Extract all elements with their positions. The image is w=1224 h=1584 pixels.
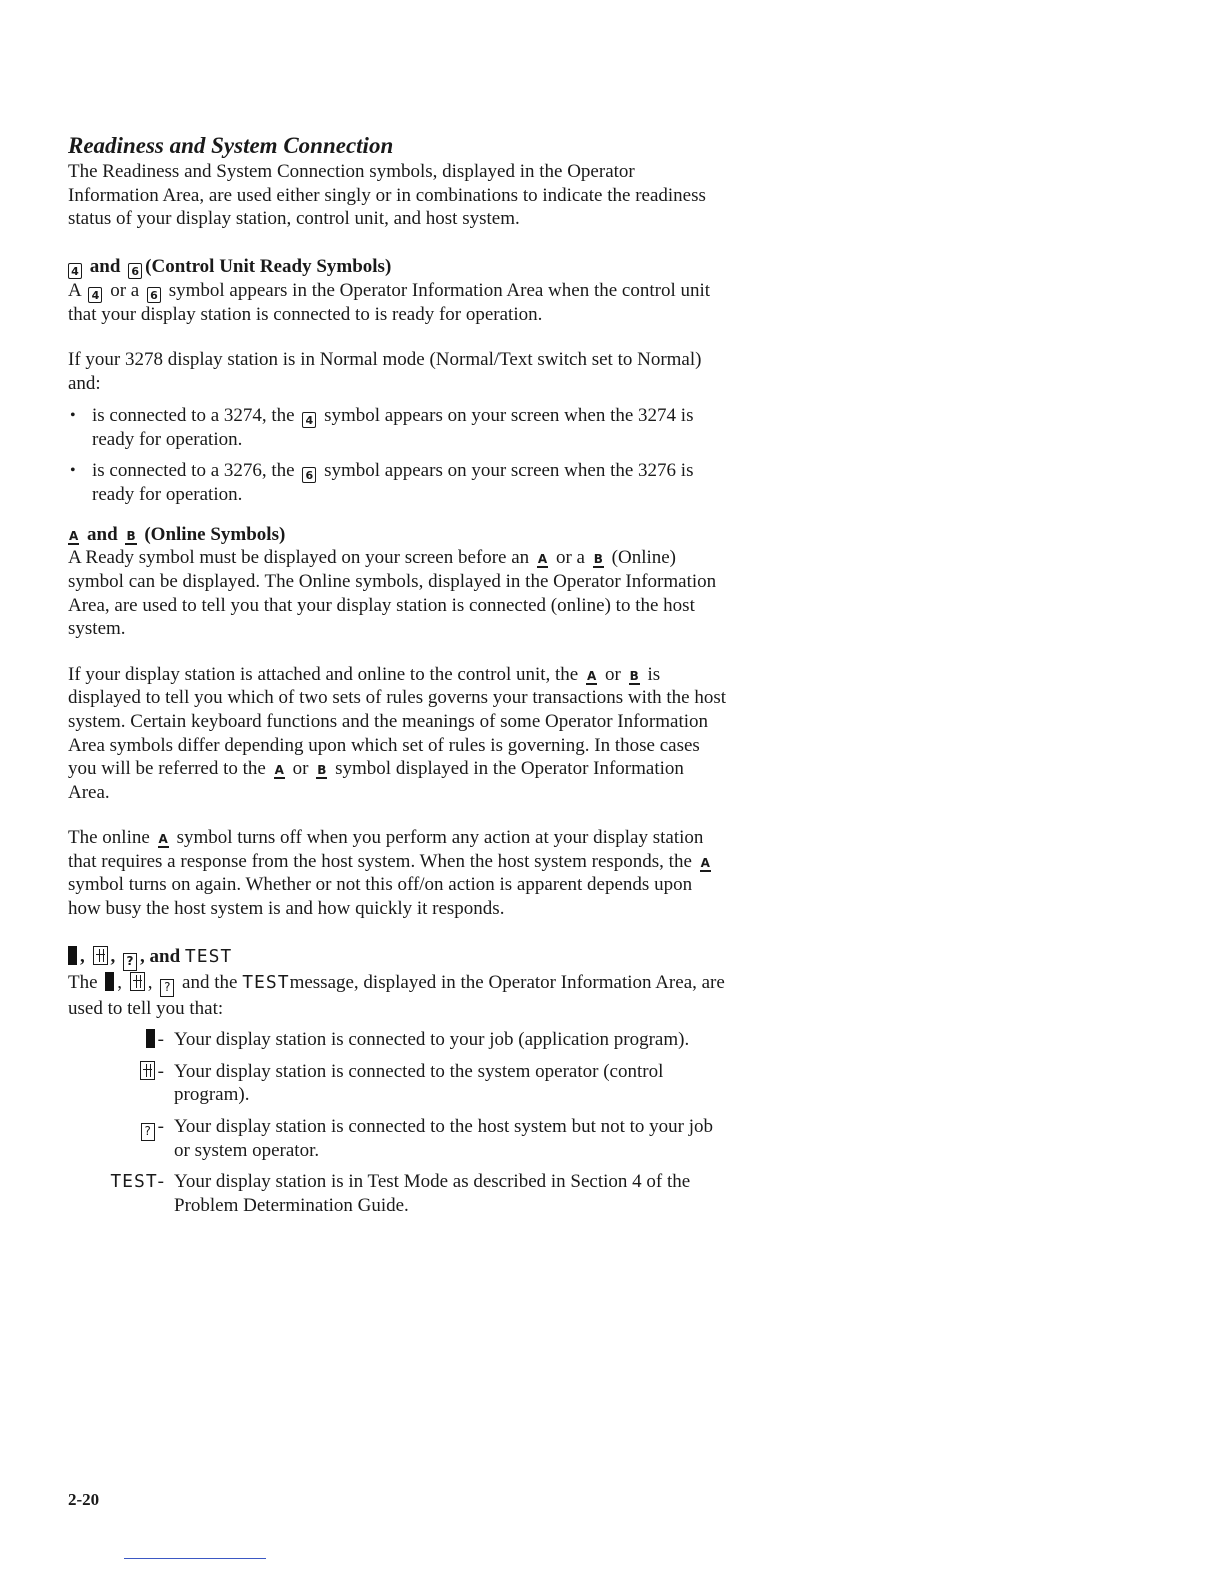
list-item: TEST- Your display station is in Test Mode as described in Section 4 of the Problem Determination Guide. xyxy=(110,1171,691,1216)
page-number: 2-20 xyxy=(68,1490,100,1509)
ready-6-icon: 6 xyxy=(128,263,142,279)
ready-6-icon: 6 xyxy=(147,287,161,303)
online-a-icon: A xyxy=(587,668,597,683)
connection-definitions xyxy=(68,1028,728,1217)
unowned-question-icon: ? xyxy=(141,1123,155,1141)
system-operator-icon xyxy=(140,1061,155,1080)
online-b-icon: B xyxy=(126,528,136,543)
ready-paragraph-2: If your 3278 display station is in Normal mode (Normal/Text switch set to Normal) and: xyxy=(68,349,702,394)
online-b-icon: B xyxy=(629,668,639,683)
ready-6-icon: 6 xyxy=(302,467,316,483)
ready-4-icon: 4 xyxy=(68,263,82,279)
online-paragraph-2: If your display station is attached and online to the control unit, the A or B is displayed to tell you which of two sets of rules governs your transactions with the host system. Certain keyboard functions and the meanings of some Operator Information Area symbols differ depending upon which set of rules is governing. In those cases you will be referred to the A or B symbol displayed in the Operator Information Area. xyxy=(68,663,727,803)
unowned-question-icon: ? xyxy=(160,979,174,997)
online-a-icon: A xyxy=(274,763,284,778)
test-label: TEST xyxy=(242,971,290,993)
bullet-icon: • xyxy=(70,462,76,480)
ready-4-icon: 4 xyxy=(88,287,102,303)
my-job-icon xyxy=(105,972,114,991)
system-operator-icon xyxy=(93,946,108,965)
online-a-icon: A xyxy=(537,552,548,567)
online-paragraph-3: The online A symbol turns off when you perform any action at your display station that requires a response from the host system. When the host system responds, the A symbol turns on again. Whether or not this off/on action is apparent depends upon how busy the host system is and how quickly it responds. xyxy=(68,827,710,920)
page-body xyxy=(68,132,728,1225)
footer-rule xyxy=(124,1558,266,1559)
ready-paragraph-1: A 4 or a 6 symbol appears in the Operator Information Area when the control unit that your display station is connected to is ready for operation. xyxy=(68,279,711,325)
list-item: - Your display station is connected to your job (application program). xyxy=(68,1028,728,1052)
online-paragraph-1: A Ready symbol must be displayed on your screen before an A or a B (Online) symbol can be displayed. The Online symbols, displayed in the Operator Information Area, are used to tell you that your display station is connected (online) to the host system. xyxy=(68,547,717,640)
system-operator-icon xyxy=(130,972,145,991)
online-heading: A and B (Online Symbols) xyxy=(69,523,286,545)
online-b-icon: B xyxy=(593,552,603,567)
online-a-icon: A xyxy=(700,855,710,870)
ready-bullet-list xyxy=(68,404,728,507)
online-b-icon: B xyxy=(317,763,327,778)
online-a-icon: A xyxy=(69,528,79,543)
list-item: - Your display station is connected to the system operator (control program). xyxy=(68,1060,728,1107)
section-title: Readiness and System Connection xyxy=(68,133,394,158)
test-label: TEST xyxy=(184,945,233,967)
online-a-icon: A xyxy=(158,832,168,847)
ready-heading: 4 and 6 (Control Unit Ready Symbols) xyxy=(68,255,728,279)
bullet-icon: • xyxy=(70,406,76,424)
list-item: ? - Your display station is connected to the host system but not to your job or system operator. xyxy=(68,1115,728,1162)
connection-heading: , , ? , and TEST xyxy=(68,945,728,971)
connection-paragraph: The , , ? and the TESTmessage, displayed in the Operator Information Area, are used to tell you that: xyxy=(68,971,725,1019)
my-job-icon xyxy=(146,1029,155,1048)
my-job-icon xyxy=(68,946,77,965)
list-item: • is connected to a 3274, the 4 symbol appears on your screen when the 3274 is ready for operation. xyxy=(70,404,694,450)
unowned-question-icon: ? xyxy=(123,953,137,971)
intro-paragraph: The Readiness and System Connection symbols, displayed in the Operator Information Area, are used either singly or in combinations to indicate the readiness status of your display station, control unit, and host system. xyxy=(68,161,706,230)
ready-4-icon: 4 xyxy=(302,412,316,428)
test-label: TEST xyxy=(110,1171,158,1193)
list-item: • is connected to a 3276, the 6 symbol appears on your screen when the 3276 is ready for operation. xyxy=(70,460,694,506)
